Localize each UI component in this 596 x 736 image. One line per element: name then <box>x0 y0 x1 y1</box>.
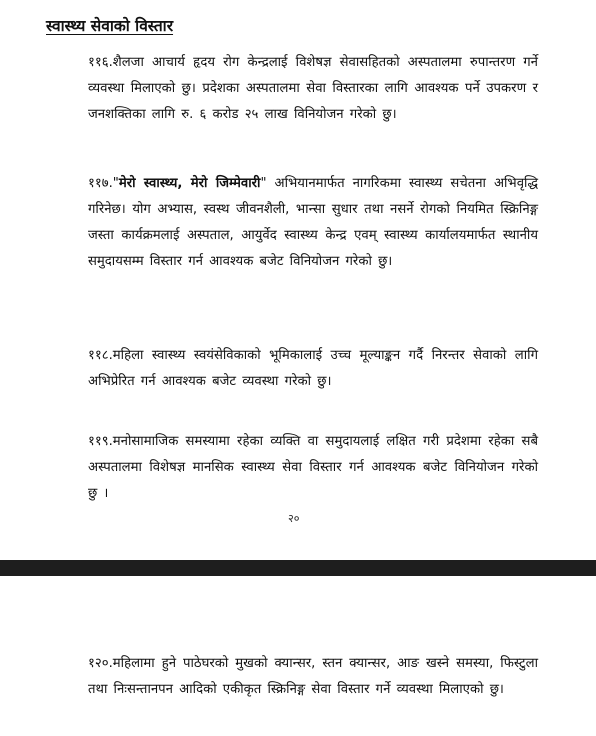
next-document-page <box>0 576 596 736</box>
paragraph-text: अभियानमार्फत नागरिकमा स्वास्थ्य सचेतना अभिवृद्धि गरिनेछ। योग अभ्यास, स्वस्थ जीवनशैली, भान्सा सुधार तथा नसर्ने रोगको नियमित स्क्रिनिङ्ग जस्ता कार्यक्रमलाई अस्पताल, आयुर्वेद स्वास्थ्य केन्द्र एवम् स्वास्थ्य कार्यालयमार्फत स्थानीय समुदायसम्म विस्तार गर्न आवश्यक बजेट विनियोजन गरेको छु। <box>88 176 538 269</box>
paragraph-118 <box>88 343 538 395</box>
page-separator <box>0 560 596 576</box>
paragraph-number: ११८. <box>88 348 113 363</box>
quote-close-mark: " <box>260 176 267 191</box>
paragraph-text: शैलजा आचार्य हृदय रोग केन्द्रलाई विशेषज्ञ सेवासहितको अस्पतालमा रुपान्तरण गर्ने व्यवस्था मिलाएको छु। प्रदेशका अस्पतालमा सेवा विस्तारका लागि आवश्यक पर्ने उपकरण र जनशक्तिका लागि रु. ६ करोड २५ लाख विनियोजन गरेको छु। <box>88 55 538 122</box>
paragraph-number: ११९. <box>88 434 113 449</box>
paragraph-116 <box>88 50 538 128</box>
paragraph-number: ११७. <box>88 176 113 191</box>
paragraph-117 <box>88 171 538 275</box>
quote-open-mark: " <box>112 176 119 191</box>
section-heading: स्वास्थ्य सेवाको विस्तार <box>46 17 174 35</box>
campaign-name: मेरो स्वास्थ्य, मेरो जिम्मेवारी <box>118 176 261 191</box>
paragraph-number: ११६. <box>88 55 113 70</box>
paragraph-120 <box>88 651 538 703</box>
paragraph-119 <box>88 429 538 507</box>
paragraph-text: महिलामा हुने पाठेघरको मुखको क्यान्सर, स्तन क्यान्सर, आङ खस्ने समस्या, फिस्टुला तथा निःसन्तानपन आदिको एकीकृत स्क्रिनिङ्ग सेवा विस्तार गर्ने व्यवस्था मिलाएको छु। <box>88 656 538 697</box>
paragraph-text: महिला स्वास्थ्य स्वयंसेविकाको भूमिकालाई उच्च मूल्याङ्कन गर्दै निरन्तर सेवाको लागि अभिप्रेरित गर्न आवश्यक बजेट व्यवस्था गरेको छु। <box>88 348 538 389</box>
paragraph-number: १२०. <box>88 656 113 671</box>
page-number: २० <box>288 512 300 525</box>
paragraph-text: मनोसामाजिक समस्यामा रहेका व्यक्ति वा समुदायलाई लक्षित गरी प्रदेशमा रहेका सबै अस्पतालमा विशेषज्ञ मानसिक स्वास्थ्य सेवा विस्तार गर्न आवश्यक बजेट विनियोजन गरेको छु । <box>88 434 538 501</box>
